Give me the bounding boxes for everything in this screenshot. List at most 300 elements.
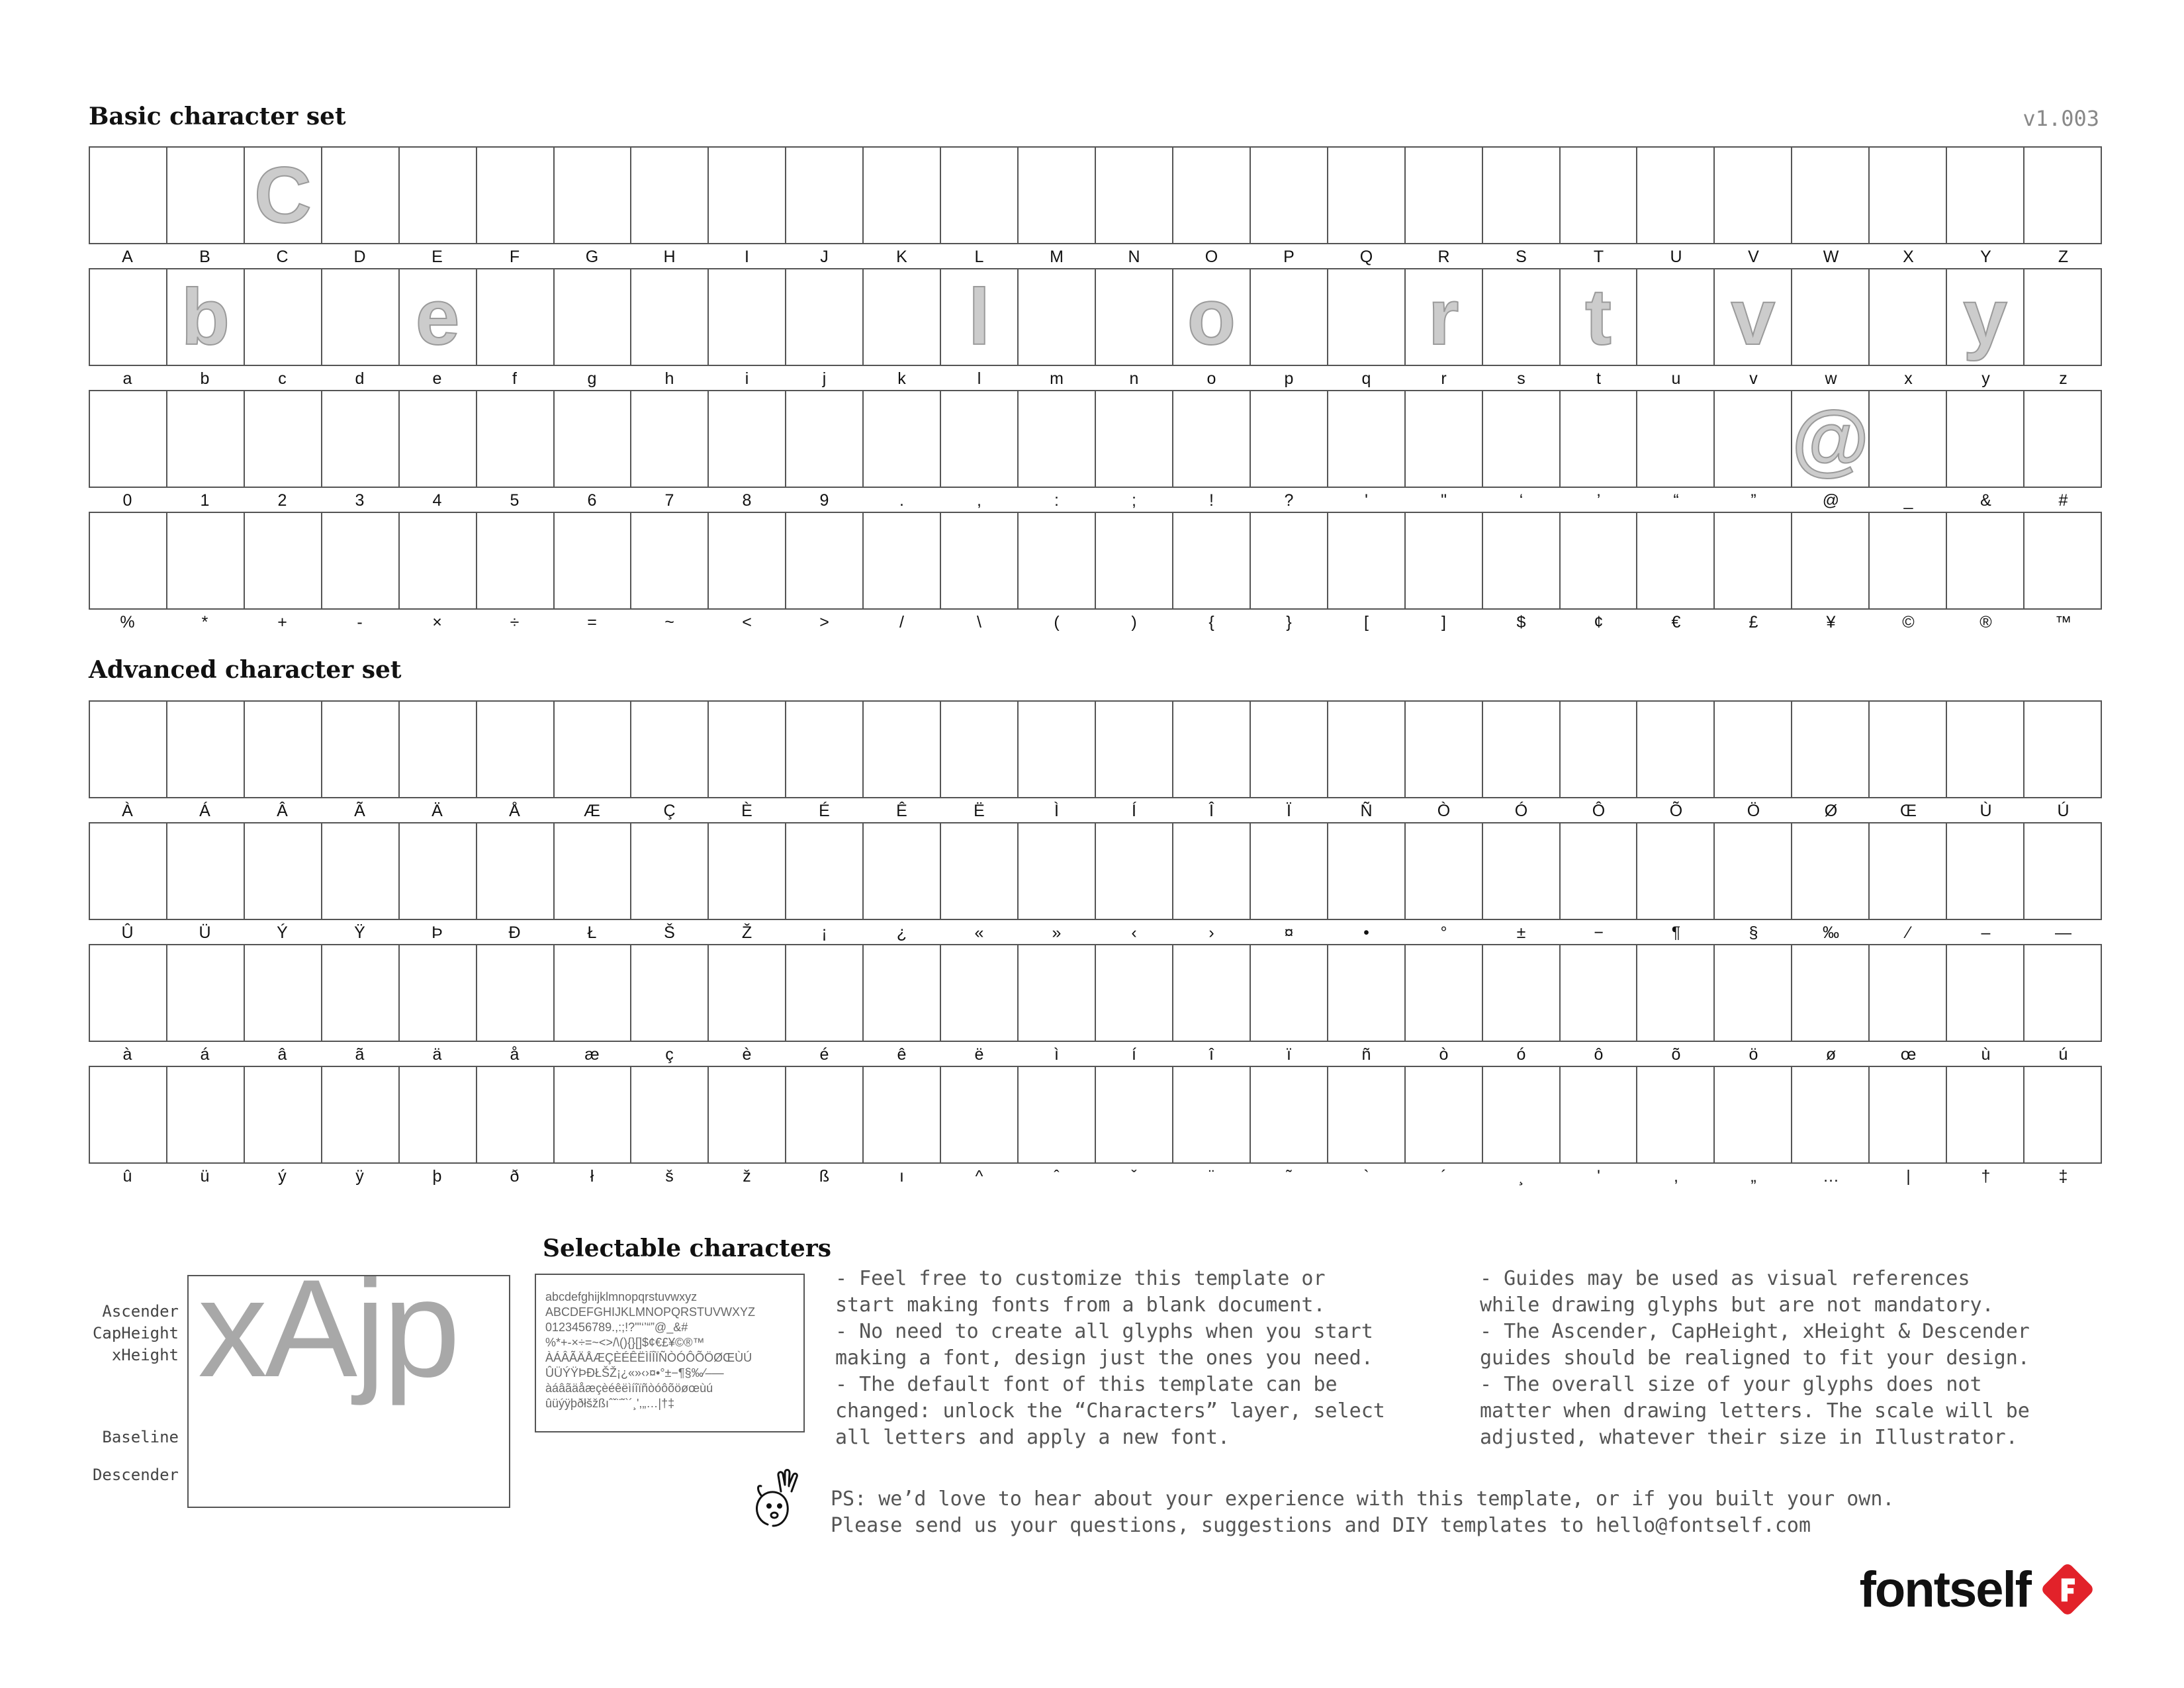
glyph-label: ø: [1825, 1045, 1837, 1064]
notes-left: [835, 1266, 1471, 1451]
glyph-label: Z: [2058, 248, 2069, 266]
glyph-cell-6c[interactable]: [941, 269, 1019, 365]
selectable-characters-box[interactable]: [535, 1274, 805, 1432]
glyph-cell-a5[interactable]: [1792, 513, 1870, 608]
sample-glyph: b: [181, 273, 230, 361]
glyph-cell-ec[interactable]: [1019, 945, 1096, 1041]
glyph-cell-da[interactable]: [2025, 702, 2101, 797]
glyph-cell-31[interactable]: [167, 391, 245, 487]
glyph-label: ‰: [1823, 923, 1839, 942]
baseline-label: Baseline: [102, 1428, 179, 1446]
glyph-label: w: [1825, 369, 1837, 388]
glyph-cell-2013[interactable]: [1947, 823, 2025, 919]
glyph-label: y: [1981, 369, 1990, 388]
glyph-cell-62[interactable]: [167, 269, 245, 365]
glyph-cell-17d[interactable]: [709, 823, 786, 919]
glyph-label: n: [1129, 369, 1139, 388]
glyph-label: ×: [432, 613, 442, 632]
glyph-cell-67[interactable]: [555, 269, 632, 365]
glyph-cell-39[interactable]: [786, 391, 864, 487]
glyph-cell-b4[interactable]: [1406, 1067, 1483, 1162]
glyph-cell-4f[interactable]: [1173, 148, 1251, 243]
glyph-cell-27[interactable]: [1561, 1067, 1638, 1162]
glyph-cell-72[interactable]: [1406, 269, 1483, 365]
glyph-cell-2c6[interactable]: [1019, 1067, 1096, 1162]
glyph-cell-131[interactable]: [864, 1067, 941, 1162]
glyph-labels: [89, 1166, 2102, 1186]
glyph-cell-55[interactable]: [1637, 148, 1715, 243]
glyph-cell-152[interactable]: [1870, 702, 1947, 797]
glyph-cell-43[interactable]: [245, 148, 322, 243]
glyph-cell-23[interactable]: [2025, 391, 2101, 487]
glyph-label: Ô: [1592, 802, 1606, 820]
glyph-cell-51[interactable]: [1328, 148, 1406, 243]
selectable-line: abcdefghijklmnopqrstuvwxyz: [545, 1290, 698, 1303]
glyph-cell-dc[interactable]: [167, 823, 245, 919]
glyph-label: ˇ: [1131, 1167, 1137, 1186]
glyph-labels: [89, 801, 2102, 821]
glyph-cell-2a[interactable]: [167, 513, 245, 608]
glyph-label: „: [1751, 1167, 1756, 1186]
glyph-cell-a8[interactable]: [1173, 1067, 1251, 1162]
glyph-cell-24[interactable]: [1483, 513, 1561, 608]
glyph-label: ': [1597, 1167, 1600, 1186]
glyph-cell-32[interactable]: [245, 391, 322, 487]
glyph-label: =: [587, 613, 597, 632]
glyph-cell-d3[interactable]: [1483, 702, 1561, 797]
glyph-cell-b8[interactable]: [1483, 1067, 1561, 1162]
glyph-cell-d6[interactable]: [1715, 702, 1792, 797]
note-line: adjusted, whatever their size in Illustrator.: [1480, 1426, 2018, 1449]
glyph-cell-ab[interactable]: [941, 823, 1019, 919]
glyph-cell-d2[interactable]: [1406, 702, 1483, 797]
glyph-cell-ea[interactable]: [864, 945, 941, 1041]
glyph-cell-30[interactable]: [90, 391, 167, 487]
glyph-cell-e9[interactable]: [786, 945, 864, 1041]
glyph-label: ù: [1981, 1045, 1991, 1064]
glyph-cell-4a[interactable]: [786, 148, 864, 243]
glyph-cell-76[interactable]: [1715, 269, 1792, 365]
glyph-cell-3b[interactable]: [1096, 391, 1173, 487]
glyph-cell-ef[interactable]: [1251, 945, 1328, 1041]
glyph-cell-c9[interactable]: [786, 702, 864, 797]
sample-glyph: t: [1584, 273, 1612, 361]
glyph-cell-ff[interactable]: [322, 1067, 400, 1162]
glyph-cell-e1[interactable]: [167, 945, 245, 1041]
glyph-cell-40[interactable]: [1792, 391, 1870, 487]
glyph-cell-2020[interactable]: [1947, 1067, 2025, 1162]
glyph-cell-ae[interactable]: [1947, 513, 2025, 608]
glyph-cell-2030[interactable]: [1792, 823, 1870, 919]
glyph-label: Á: [199, 802, 210, 820]
glyph-cell-7d[interactable]: [1251, 513, 1328, 608]
glyph-cell-3a[interactable]: [1019, 391, 1096, 487]
glyph-cell-c5[interactable]: [477, 702, 555, 797]
glyph-label: Đ: [508, 923, 521, 942]
glyph-cell-fc[interactable]: [167, 1067, 245, 1162]
glyph-cell-c1[interactable]: [167, 702, 245, 797]
basic-glyph-grid: [89, 146, 2102, 633]
glyph-cell-a2[interactable]: [1561, 513, 1638, 608]
glyph-label: Þ: [432, 923, 443, 942]
note-line: - The default font of this template can be: [835, 1373, 1338, 1396]
glyph-cell-7b[interactable]: [1173, 513, 1251, 608]
glyph-cell-fb[interactable]: [90, 1067, 167, 1162]
glyph-cell-d1[interactable]: [1328, 702, 1406, 797]
glyph-label: e: [432, 369, 442, 388]
glyph-cell-73[interactable]: [1483, 269, 1561, 365]
glyph-cell-d7[interactable]: [400, 513, 477, 608]
glyph-label: Ì: [1054, 802, 1059, 820]
glyph-cell-c8[interactable]: [709, 702, 786, 797]
glyph-cell-3d[interactable]: [555, 513, 632, 608]
glyph-cell-4e[interactable]: [1096, 148, 1173, 243]
glyph-cell-4c[interactable]: [941, 148, 1019, 243]
glyph-label: U: [1670, 248, 1682, 266]
glyph-cell-2021[interactable]: [2025, 1067, 2101, 1162]
glyph-cell-41[interactable]: [90, 148, 167, 243]
glyph-label: æ: [584, 1045, 600, 1064]
glyph-label: ú: [2058, 1045, 2068, 1064]
glyph-cell-e7[interactable]: [631, 945, 709, 1041]
metrics-sample-text: xAjp: [198, 1275, 458, 1406]
glyph-cell-70[interactable]: [1251, 269, 1328, 365]
glyph-cell-50[interactable]: [1251, 148, 1328, 243]
glyph-cell-dd[interactable]: [245, 823, 322, 919]
notes-right: [1480, 1266, 2115, 1451]
glyph-cell-79[interactable]: [1947, 269, 2025, 365]
sample-glyph: y: [1963, 273, 2007, 361]
glyph-cell-a9[interactable]: [1870, 513, 1947, 608]
glyph-cell-6a[interactable]: [786, 269, 864, 365]
glyph-label: i: [745, 369, 749, 388]
basic-row-4: [89, 512, 2102, 633]
glyph-cell-c0[interactable]: [90, 702, 167, 797]
glyph-cell-47[interactable]: [555, 148, 632, 243]
glyph-cell-5e[interactable]: [941, 1067, 1019, 1162]
glyph-cell-44[interactable]: [322, 148, 400, 243]
glyph-cell-e6[interactable]: [555, 945, 632, 1041]
glyph-cell-201c[interactable]: [1637, 391, 1715, 487]
glyph-cell-65[interactable]: [400, 269, 477, 365]
glyph-cell-bf[interactable]: [864, 823, 941, 919]
glyph-label: 0: [122, 491, 132, 510]
glyph-cell-3e[interactable]: [786, 513, 864, 608]
glyph-cell-2018[interactable]: [1483, 391, 1561, 487]
glyph-cell-ce[interactable]: [1173, 702, 1251, 797]
glyph-cell-58[interactable]: [1870, 148, 1947, 243]
glyph-cell-201e[interactable]: [1715, 1067, 1792, 1162]
glyph-cell-f2[interactable]: [1406, 945, 1483, 1041]
glyph-cell-f3[interactable]: [1483, 945, 1561, 1041]
glyph-cell-ca[interactable]: [864, 702, 941, 797]
capheight-label: CapHeight: [92, 1324, 179, 1342]
glyph-cell-cb[interactable]: [941, 702, 1019, 797]
glyph-cell-63[interactable]: [245, 269, 322, 365]
glyph-label: â: [277, 1045, 287, 1064]
glyph-cell-2dc[interactable]: [1251, 1067, 1328, 1162]
glyph-cell-f0[interactable]: [477, 1067, 555, 1162]
glyph-cell-e2[interactable]: [245, 945, 322, 1041]
glyph-cell-17e[interactable]: [709, 1067, 786, 1162]
glyph-cell-77[interactable]: [1792, 269, 1870, 365]
glyph-cell-42[interactable]: [167, 148, 245, 243]
glyph-label: á: [200, 1045, 210, 1064]
selectable-line: 0123456789.,:;!?'"‘’“”@_&#: [545, 1321, 688, 1334]
glyph-cell-f1[interactable]: [1328, 945, 1406, 1041]
glyph-cell-de[interactable]: [400, 823, 477, 919]
glyph-label: N: [1128, 248, 1140, 266]
advanced-glyph-grid: [89, 700, 2102, 1188]
glyph-cell-29[interactable]: [1096, 513, 1173, 608]
glyph-cell-7c[interactable]: [1870, 1067, 1947, 1162]
glyph-cell-26[interactable]: [1947, 391, 2025, 487]
glyph-label: C: [276, 248, 289, 266]
glyph-cell-fe[interactable]: [400, 1067, 477, 1162]
glyph-cell-b1[interactable]: [1483, 823, 1561, 919]
glyph-cell-2019[interactable]: [1561, 391, 1638, 487]
glyph-label: þ: [432, 1167, 442, 1186]
glyph-label: &: [1980, 491, 1991, 510]
glyph-label: D: [353, 248, 366, 266]
ps-message: [831, 1486, 1894, 1539]
glyph-cell-68[interactable]: [631, 269, 709, 365]
glyph-cell-161[interactable]: [631, 1067, 709, 1162]
glyph-cell-eb[interactable]: [941, 945, 1019, 1041]
glyph-cell-5a[interactable]: [2025, 148, 2101, 243]
glyph-cell-c6[interactable]: [555, 702, 632, 797]
glyph-cell-153[interactable]: [1870, 945, 1947, 1041]
glyph-label: í: [1132, 1045, 1136, 1064]
glyph-label: 9: [819, 491, 829, 510]
glyph-cell-35[interactable]: [477, 391, 555, 487]
glyph-cell-160[interactable]: [631, 823, 709, 919]
glyph-cell-d8[interactable]: [1792, 702, 1870, 797]
glyph-cell-6f[interactable]: [1173, 269, 1251, 365]
glyph-cell-52[interactable]: [1406, 148, 1483, 243]
glyph-cell-2122[interactable]: [2025, 513, 2101, 608]
glyph-cell-56[interactable]: [1715, 148, 1792, 243]
glyph-cell-27[interactable]: [1328, 391, 1406, 487]
glyph-cell-db[interactable]: [90, 823, 167, 919]
glyph-cell-6e[interactable]: [1096, 269, 1173, 365]
advanced-row-1: [89, 700, 2102, 822]
glyph-cell-203a[interactable]: [1173, 823, 1251, 919]
glyph-cell-2b[interactable]: [245, 513, 322, 608]
glyph-cell-37[interactable]: [631, 391, 709, 487]
glyph-cell-fd[interactable]: [245, 1067, 322, 1162]
glyph-cell-2014[interactable]: [2025, 823, 2101, 919]
glyph-cell-5d[interactable]: [1406, 513, 1483, 608]
glyph-cell-2039[interactable]: [1096, 823, 1173, 919]
glyph-cell-64[interactable]: [322, 269, 400, 365]
glyph-cell-142[interactable]: [555, 1067, 632, 1162]
glyph-label: X: [1903, 248, 1914, 266]
glyph-cell-3f[interactable]: [1251, 391, 1328, 487]
glyph-cell-fa[interactable]: [2025, 945, 2101, 1041]
glyph-label: à: [122, 1045, 132, 1064]
glyph-cell-2f[interactable]: [864, 513, 941, 608]
glyph-cell-d5[interactable]: [1637, 702, 1715, 797]
glyph-cell-a1[interactable]: [786, 823, 864, 919]
glyph-cell-2212[interactable]: [1561, 823, 1638, 919]
glyph-cell-48[interactable]: [631, 148, 709, 243]
glyph-label: ç: [665, 1045, 674, 1064]
glyph-cell-2c[interactable]: [1637, 1067, 1715, 1162]
glyph-cell-b0[interactable]: [1406, 823, 1483, 919]
glyph-cell-141[interactable]: [555, 823, 632, 919]
glyph-label: Õ: [1669, 802, 1683, 820]
glyph-cell-20ac[interactable]: [1637, 513, 1715, 608]
glyph-label: M: [1050, 248, 1064, 266]
glyph-label: <: [742, 613, 752, 632]
glyph-cell-33[interactable]: [322, 391, 400, 487]
glyph-cell-2c[interactable]: [941, 391, 1019, 487]
glyph-cell-5b[interactable]: [1328, 513, 1406, 608]
glyph-cell-f5[interactable]: [1637, 945, 1715, 1041]
sample-glyph: C: [253, 151, 312, 240]
glyph-label: ‘: [1519, 491, 1524, 510]
glyph-cell-ee[interactable]: [1173, 945, 1251, 1041]
glyph-cell-e5[interactable]: [477, 945, 555, 1041]
glyph-cell-2d[interactable]: [322, 513, 400, 608]
sample-glyph: l: [968, 273, 991, 361]
glyph-cell-f7[interactable]: [477, 513, 555, 608]
glyph-cell-21[interactable]: [1173, 391, 1251, 487]
glyph-cell-2e[interactable]: [864, 391, 941, 487]
glyph-label: ›: [1208, 923, 1214, 942]
glyph-cell-57[interactable]: [1792, 148, 1870, 243]
glyph-label: Y: [1980, 248, 1991, 266]
advanced-row-4: [89, 1066, 2102, 1188]
glyph-label: ô: [1594, 1045, 1604, 1064]
glyph-cell-3c[interactable]: [709, 513, 786, 608]
glyph-label: Ç: [663, 802, 676, 820]
glyph-cell-178[interactable]: [322, 823, 400, 919]
glyph-label: è: [742, 1045, 752, 1064]
glyph-cell-66[interactable]: [477, 269, 555, 365]
glyph-label: ì: [1054, 1045, 1059, 1064]
glyph-cell-54[interactable]: [1561, 148, 1638, 243]
glyph-cell-e3[interactable]: [322, 945, 400, 1041]
glyph-label: Î: [1209, 802, 1214, 820]
glyph-cell-df[interactable]: [786, 1067, 864, 1162]
note-line: guides should be realigned to fit your design.: [1480, 1346, 2030, 1370]
glyph-label: ´: [1441, 1167, 1447, 1186]
glyph-cell-f4[interactable]: [1561, 945, 1638, 1041]
glyph-cell-2044[interactable]: [1870, 823, 1947, 919]
glyph-cell-a3[interactable]: [1715, 513, 1792, 608]
glyph-cell-34[interactable]: [400, 391, 477, 487]
glyph-cell-49[interactable]: [709, 148, 786, 243]
glyph-cell-a7[interactable]: [1715, 823, 1792, 919]
glyph-label: W: [1823, 248, 1839, 266]
glyph-cell-201d[interactable]: [1715, 391, 1792, 487]
glyph-cell-6b[interactable]: [864, 269, 941, 365]
glyph-cell-4d[interactable]: [1019, 148, 1096, 243]
glyph-cell-2c7[interactable]: [1096, 1067, 1173, 1162]
glyph-cell-45[interactable]: [400, 148, 477, 243]
glyph-cell-c7[interactable]: [631, 702, 709, 797]
glyph-cell-25[interactable]: [90, 513, 167, 608]
glyph-cell-22[interactable]: [1406, 391, 1483, 487]
glyph-cell-a4[interactable]: [1251, 823, 1328, 919]
glyph-label: 5: [510, 491, 520, 510]
glyph-cell-110[interactable]: [477, 823, 555, 919]
glyph-cell-5c[interactable]: [941, 513, 1019, 608]
basic-row-2: [89, 268, 2102, 390]
glyph-cell-59[interactable]: [1947, 148, 2025, 243]
glyph-cell-74[interactable]: [1561, 269, 1638, 365]
glyph-cell-6d[interactable]: [1019, 269, 1096, 365]
glyph-cell-53[interactable]: [1483, 148, 1561, 243]
glyph-cell-cd[interactable]: [1096, 702, 1173, 797]
glyph-cell-7a[interactable]: [2025, 269, 2101, 365]
glyph-cell-cf[interactable]: [1251, 702, 1328, 797]
glyph-cell-38[interactable]: [709, 391, 786, 487]
glyph-cell-d9[interactable]: [1947, 702, 2025, 797]
glyph-label: .: [899, 491, 904, 510]
glyph-cell-69[interactable]: [709, 269, 786, 365]
glyph-cell-2022[interactable]: [1328, 823, 1406, 919]
glyph-cell-c2[interactable]: [245, 702, 322, 797]
glyph-cell-46[interactable]: [477, 148, 555, 243]
glyph-label: œ: [1900, 1045, 1917, 1064]
glyph-cell-e4[interactable]: [400, 945, 477, 1041]
glyph-label: ‹: [1131, 923, 1137, 942]
glyph-cell-c4[interactable]: [400, 702, 477, 797]
glyph-cell-2026[interactable]: [1792, 1067, 1870, 1162]
glyph-label: ï: [1287, 1045, 1291, 1064]
glyph-label: Â: [277, 802, 288, 820]
glyph-cell-cc[interactable]: [1019, 702, 1096, 797]
glyph-cell-36[interactable]: [555, 391, 632, 487]
glyph-label: Ä: [432, 802, 443, 820]
glyph-cell-e8[interactable]: [709, 945, 786, 1041]
glyph-cell-71[interactable]: [1328, 269, 1406, 365]
glyph-label: ‡: [2058, 1167, 2068, 1186]
note-line: making a font, design just the ones you need.: [835, 1346, 1373, 1370]
glyph-cell-bb[interactable]: [1019, 823, 1096, 919]
glyph-label: †: [1981, 1167, 1991, 1186]
glyph-cell-d4[interactable]: [1561, 702, 1638, 797]
glyph-cell-5f[interactable]: [1870, 391, 1947, 487]
glyph-cell-ed[interactable]: [1096, 945, 1173, 1041]
glyph-label: –: [1981, 923, 1991, 942]
glyph-cell-60[interactable]: [1328, 1067, 1406, 1162]
glyph-cell-75[interactable]: [1637, 269, 1715, 365]
selectable-line: ÛÜÝŸÞĐŁŠŽ¡¿«»‹›¤•°±−¶§‰⁄–—: [545, 1366, 724, 1380]
note-line: matter when drawing letters. The scale will be: [1480, 1399, 2030, 1423]
glyph-cell-f6[interactable]: [1715, 945, 1792, 1041]
glyph-label: }: [1286, 613, 1292, 632]
glyph-cell-e0[interactable]: [90, 945, 167, 1041]
glyph-cell-b6[interactable]: [1637, 823, 1715, 919]
glyph-cell-4b[interactable]: [864, 148, 941, 243]
glyph-cell-f8[interactable]: [1792, 945, 1870, 1041]
glyph-cell-f9[interactable]: [1947, 945, 2025, 1041]
glyph-cell-7e[interactable]: [631, 513, 709, 608]
glyph-cell-78[interactable]: [1870, 269, 1947, 365]
glyph-cells: [89, 944, 2102, 1042]
glyph-cell-c3[interactable]: [322, 702, 400, 797]
glyph-label: E: [432, 248, 443, 266]
glyph-label: Ó: [1514, 802, 1528, 820]
glyph-cell-28[interactable]: [1019, 513, 1096, 608]
glyph-label: `: [1363, 1167, 1369, 1186]
advanced-set-title: Advanced character set: [89, 656, 402, 684]
glyph-cell-61[interactable]: [90, 269, 167, 365]
